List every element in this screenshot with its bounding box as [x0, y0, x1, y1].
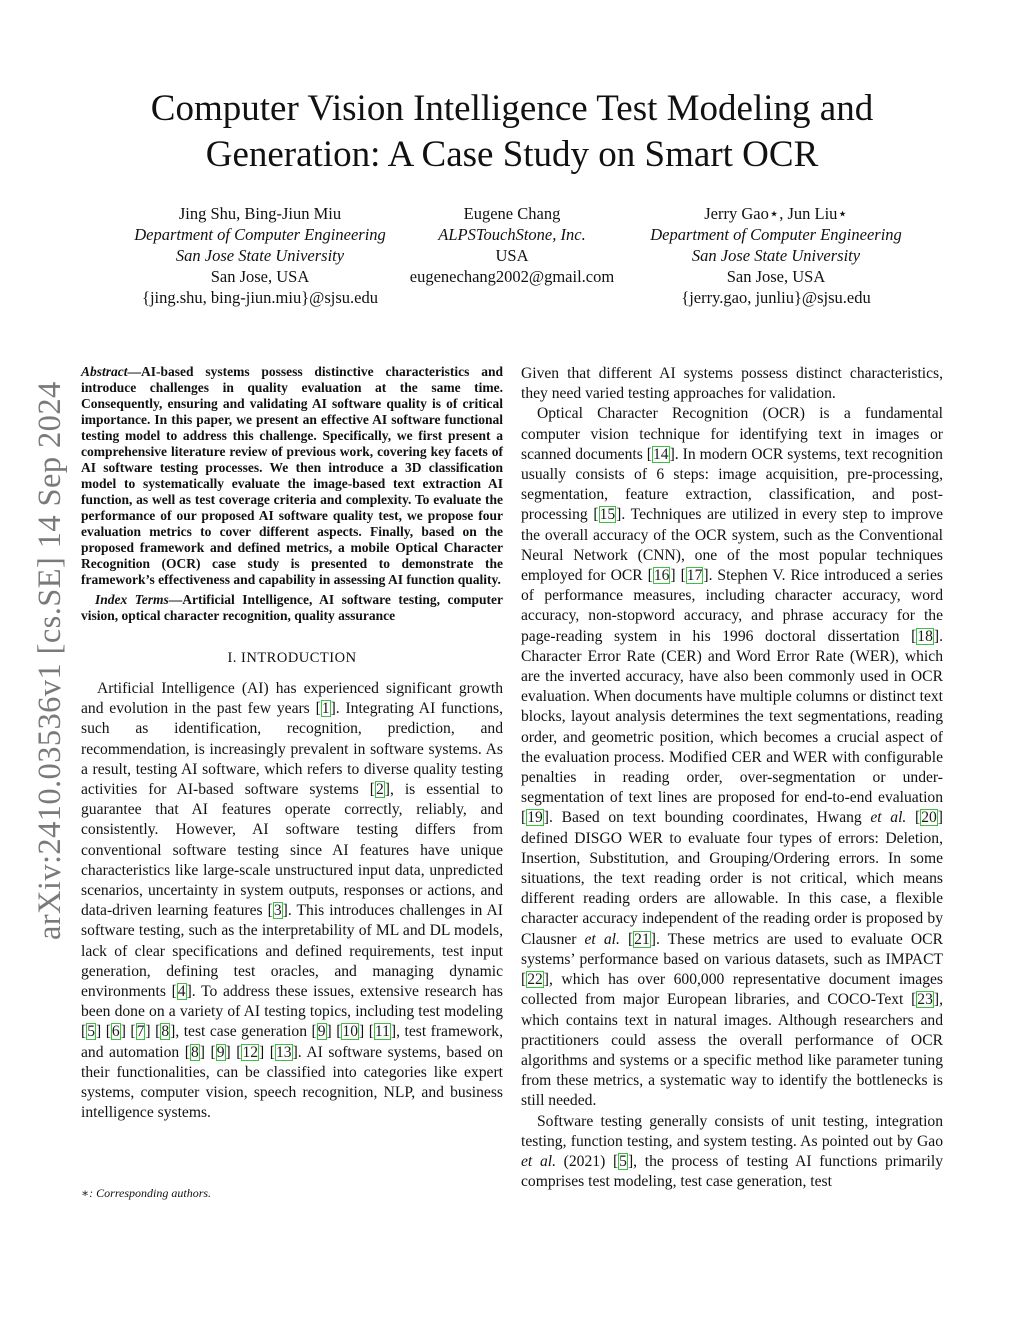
- citation-link[interactable]: 20: [921, 809, 937, 827]
- author-location: eugenechang2002@gmail.com: [409, 267, 615, 286]
- citation-link[interactable]: 9: [317, 1023, 326, 1041]
- citation-link[interactable]: 6: [111, 1023, 120, 1041]
- author-names: Eugene Chang: [463, 204, 561, 223]
- et-al: et al.: [521, 1152, 556, 1170]
- citation-link[interactable]: 22: [527, 971, 543, 989]
- right-column: [521, 364, 943, 1192]
- citation-link[interactable]: 21: [634, 930, 650, 948]
- left-column: [81, 364, 503, 1123]
- author-dept: Department of Computer Engineering: [650, 225, 902, 244]
- body-paragraph: Artificial Intelligence (AI) has experienced significant growth and evolution in the past few years [1]. Integrating AI functions, such as identification, recognition, prediction, and recommendation, is increasingly prevalent in software systems. As a result, testing AI software, which refers to diverse quality testing activities for AI-based software systems [2], is essential to guarantee that AI features operate correctly, reliably, and consistently. However, AI software testing differs from conventional software testing since AI features have unique characteristics like large-scale unstructured input data, unpredicted scenarios, uncertainty in system outputs, responses or actions, and data-driven learning features [3]. This introduces challenges in AI software testing, such as the interpretability of ML and DL models, lack of clear specifications and defined requirements, test input generation, defining test oracles, and managing dynamic environments [4]. To address these issues, extensive research has been done on a variety of AI testing topics, including test modeling [5] [6] [7] [8], test case generation [9] [10] [11], test framework, and automation [8] [9] [12] [13]. AI software systems, based on their functionalities, can be classified into categories like expert systems, computer vision, speech recognition, NLP, and business intelligence systems.: [81, 680, 504, 1122]
- citation-link[interactable]: 8: [190, 1043, 199, 1061]
- citation-link[interactable]: 2: [375, 781, 384, 799]
- author-names: Jerry Gao⋆, Jun Liu⋆: [704, 204, 848, 223]
- citation-link[interactable]: 18: [917, 627, 933, 645]
- citation-link[interactable]: 4: [177, 983, 186, 1001]
- citation-link[interactable]: 1: [321, 700, 330, 718]
- abstract: [81, 364, 503, 588]
- author-location: San Jose, USA: [726, 267, 826, 286]
- citation-link[interactable]: 10: [342, 1023, 358, 1041]
- body-paragraph: Optical Character Recognition (OCR) is a fundamental computer vision technique for identifying text in images or scanned documents [14]. In modern OCR systems, text recognition usually consists of 6 steps: image acquisition, pre-processing, segmentation, feature extraction, classification, and post-processing [15]. Techniques are utilized in every step to improve the overall accuracy of the OCR system, such as the Conventional Neural Network (CNN), one of the most popular techniques employed for OCR [16] [17]. Stephen V. Rice introduced a series of performance measures, including character accuracy, word accuracy, non-stopword accuracy, and phrase accuracy for the page-reading system in his 1996 doctoral dissertation [18]. Character Error Rate (CER) and Word Error Rate (WER), which are the inverted accuracy, have also been commonly used in OCR evaluation. When documents have multiple columns or distinct text blocks, layout analysis determines the text segmentations, reading order, and geometric position, which becomes a crucial aspect of the evaluation process. Modified CER and WER with configurable penalties in reading order, over-segmentation or under-segmentation of text lines are proposed for end-to-end evaluation [19]. Based on text bounding coordinates, Hwang et al. [20] defined DISGO WER to evaluate four types of errors: Deletion, Insertion, Substitution, and Grouping/Ordering errors. In some situations, the text reading order is not critical, which means different reading orders are allowable. In this case, a flexible character accuracy independent of the reading order is proposed by Clausner et al. [21]. These metrics are used to evaluate OCR systems’ performance based on various datasets, such as IMPACT [22], which has over 600,000 representative document images collected from major European libraries, and COCO-Text [23], which contains text in natural images. Although researchers and practitioners could assess the overall performance of OCR algorithms and systems or a specific method like parameter tuning from these metrics, a systematic way to identify the bottlenecks is still needed.: [521, 405, 943, 1110]
- citation-link[interactable]: 8: [161, 1023, 170, 1041]
- footnote: ∗: Corresponding authors.: [81, 1186, 212, 1200]
- citation-link[interactable]: 12: [242, 1043, 259, 1061]
- author-org: USA: [495, 246, 529, 265]
- title-line-1: Computer Vision Intelligence Test Modeling and: [150, 88, 874, 129]
- author-3: [616, 203, 936, 308]
- author-email: {jing.shu, bing-jiun.miu}@sjsu.edu: [142, 288, 378, 307]
- abstract-text: —AI-based systems possess distinctive characteristics and introduce challenges in quality evaluation at the same time. Consequently, ensuring and validating AI software quality is of critical importance. In this paper, we present an effective AI software functional testing model to address this challenge. Specifically, we first present a comprehensive literature review of previous work, covering key facets of AI software testing processes. We then introduce a 3D classification model to systematically evaluate the image-based text extraction AI function, as well as test coverage criteria and complexity. To evaluate the performance of our proposed AI software quality test, we propose four evaluation metrics to cover different aspects. Finally, based on the proposed framework and defined metrics, a mobile Optical Character Recognition (OCR) case study is presented to demonstrate the framework’s effectiveness and capability in assessing AI function quality.: [81, 364, 503, 587]
- author-dept: ALPSTouchStone, Inc.: [438, 225, 586, 244]
- author-names: Jing Shu, Bing-Jiun Miu: [178, 204, 342, 223]
- citation-link[interactable]: 13: [276, 1043, 292, 1061]
- citation-link[interactable]: 14: [652, 445, 669, 463]
- arxiv-stamp: arXiv:2410.03536v1 [cs.SE] 14 Sep 2024: [32, 381, 68, 940]
- author-dept: Department of Computer Engineering: [134, 225, 386, 244]
- author-org: San Jose State University: [691, 246, 861, 265]
- author-location: San Jose, USA: [210, 267, 310, 286]
- author-org: San Jose State University: [175, 246, 345, 265]
- index-terms-label: Index Terms: [95, 592, 169, 607]
- citation-link[interactable]: 23: [917, 991, 933, 1009]
- citation-link[interactable]: 5: [87, 1023, 95, 1041]
- abstract-label: Abstract: [81, 364, 128, 379]
- index-terms: [81, 592, 503, 624]
- index-terms-text: —Artificial Intelligence, AI software testing, computer vision, optical character recognition, quality assurance: [81, 592, 504, 623]
- citation-link[interactable]: 17: [686, 567, 703, 585]
- paper-title: [60, 86, 964, 178]
- title-line-2: Generation: A Case Study on Smart OCR: [205, 134, 819, 175]
- et-al: et al.: [870, 809, 907, 827]
- body-paragraph: Given that different AI systems possess distinct characteristics, they need varied testing approaches for validation.: [521, 365, 943, 403]
- citation-link[interactable]: 15: [599, 506, 616, 524]
- citation-link[interactable]: 3: [273, 902, 282, 920]
- section-heading-introduction: I. INTRODUCTION: [227, 650, 357, 666]
- citation-link[interactable]: 11: [374, 1023, 390, 1041]
- citation-link[interactable]: 16: [653, 567, 670, 585]
- citation-link[interactable]: 9: [216, 1043, 225, 1061]
- citation-link[interactable]: 5: [619, 1152, 627, 1170]
- et-al: et al.: [584, 930, 620, 948]
- citation-link[interactable]: 7: [136, 1023, 145, 1041]
- body-paragraph: Software testing generally consists of unit testing, integration testing, function testing, and system testing. As pointed out by Gao et al. (2021) [5], the process of testing AI functions primarily comprises test modeling, test case generation, test: [521, 1112, 944, 1191]
- author-email: {jerry.gao, junliu}@sjsu.edu: [681, 288, 871, 307]
- citation-link[interactable]: 19: [527, 809, 543, 827]
